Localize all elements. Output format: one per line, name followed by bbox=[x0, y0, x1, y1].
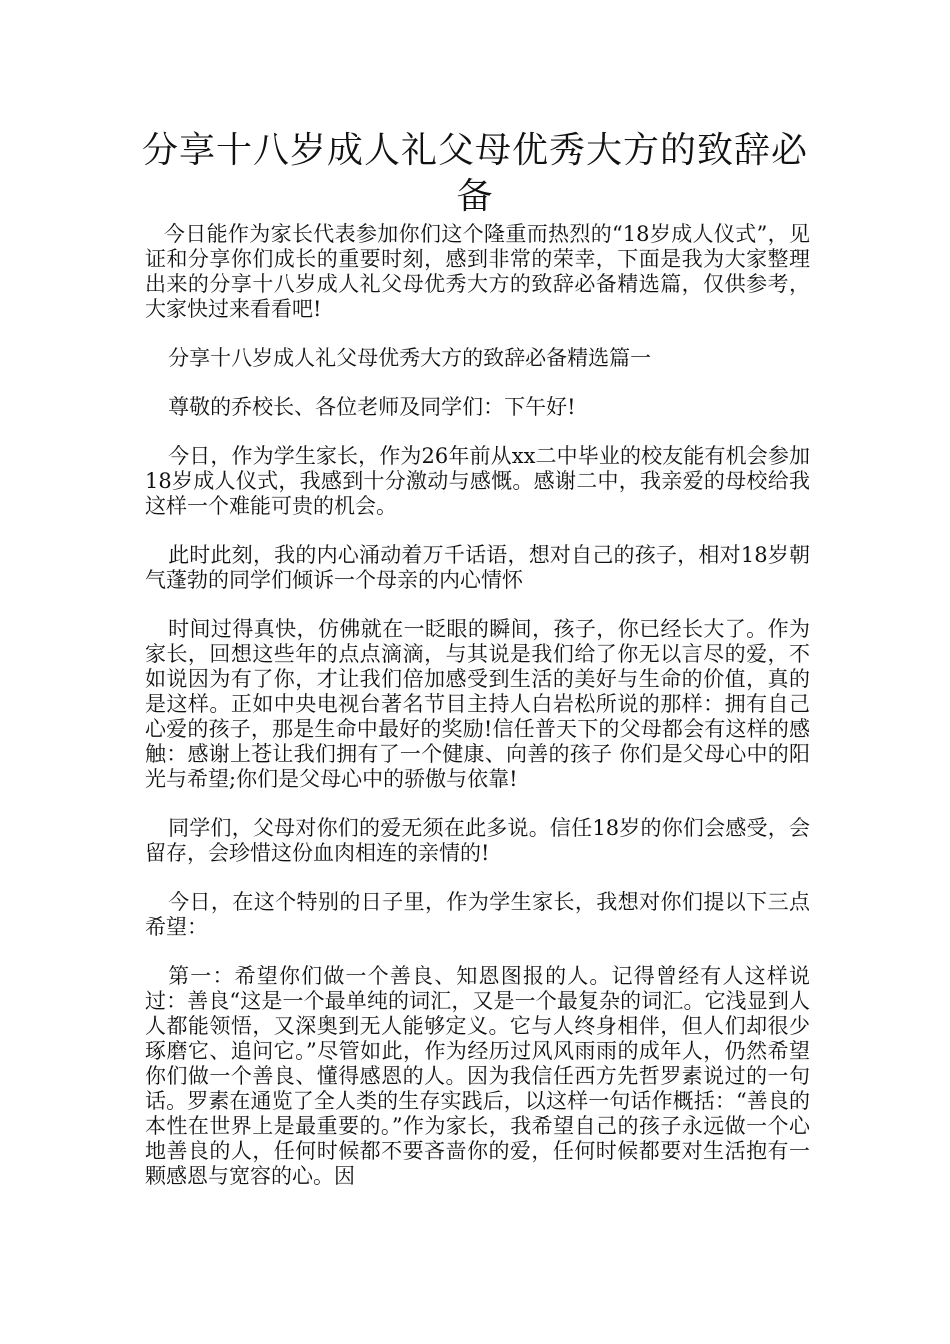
body-paragraph: 今日，在这个特别的日子里，作为学生家长，我想对你们提以下三点希望： bbox=[145, 890, 810, 939]
body-paragraph: 同学们，父母对你们的爱无须在此多说。信任18岁的你们会感受，会留存，会珍惜这份血肉相连的亲情的! bbox=[145, 816, 810, 865]
document-body bbox=[145, 222, 810, 1213]
body-paragraph: 今日，作为学生家长，作为26年前从xx二中毕业的校友能有机会参加18岁成人仪式，我感到十分激动与感慨。感谢二中，我亲爱的母校给我这样一个难能可贵的机会。 bbox=[145, 444, 810, 518]
section-heading: 分享十八岁成人礼父母优秀大方的致辞必备精选篇一 bbox=[168, 346, 652, 370]
greeting-paragraph: 尊敬的乔校长、各位老师及同学们：下午好! bbox=[168, 395, 576, 419]
body-paragraph: 时间过得真快，仿佛就在一眨眼的瞬间，孩子，你已经长大了。作为家长，回想这些年的点点滴滴，与其说是我们给了你无以言尽的爱，不如说因为有了你，才让我们倍加感受到生活的美好与生命的价值，真的是这样。正如中央电视台著名节目主持人白岩松所说的那样：拥有自己心爱的孩子，那是生命中最好的奖励!信任普天下的父母都会有这样的感触：感谢上苍让我们拥有了一个健康、向善的孩子 你们是父母心中的阳光与希望;你们是父母心中的骄傲与依靠! bbox=[145, 617, 810, 791]
document-title: 分享十八岁成人礼父母优秀大方的致辞必备 bbox=[141, 130, 808, 217]
body-paragraph: 第一：希望你们做一个善良、知恩图报的人。记得曾经有人这样说过：善良“这是一个最单纯的词汇，又是一个最复杂的词汇。它浅显到人人都能领悟，又深奥到无人能够定义。它与人终身相伴，但人们却很少琢磨它、追问它。”尽管如此，作为经历过风风雨雨的成年人，仍然希望你们做一个善良、懂得感恩的人。因为我信任西方先哲罗素说过的一句话。罗素在通览了全人类的生存实践后，以这样一句话作概括：“善良的本性在世界上是最重要的。”作为家长，我希望自己的孩子永远做一个心地善良的人，任何时候都不要吝啬你的爱，任何时候都要对生活抱有一颗感恩与宽容的心。因 bbox=[145, 964, 810, 1188]
intro-paragraph: 今日能作为家长代表参加你们这个隆重而热烈的“18岁成人仪式”，见证和分享你们成长的重要时刻，感到非常的荣幸，下面是我为大家整理出来的分享十八岁成人礼父母优秀大方的致辞必备精选篇，仅供参考，大家快过来看看吧! bbox=[145, 222, 810, 321]
body-paragraph: 此时此刻，我的内心涌动着万千话语，想对自己的孩子，相对18岁朝气蓬勃的同学们倾诉一个母亲的内心情怀 bbox=[145, 543, 810, 592]
